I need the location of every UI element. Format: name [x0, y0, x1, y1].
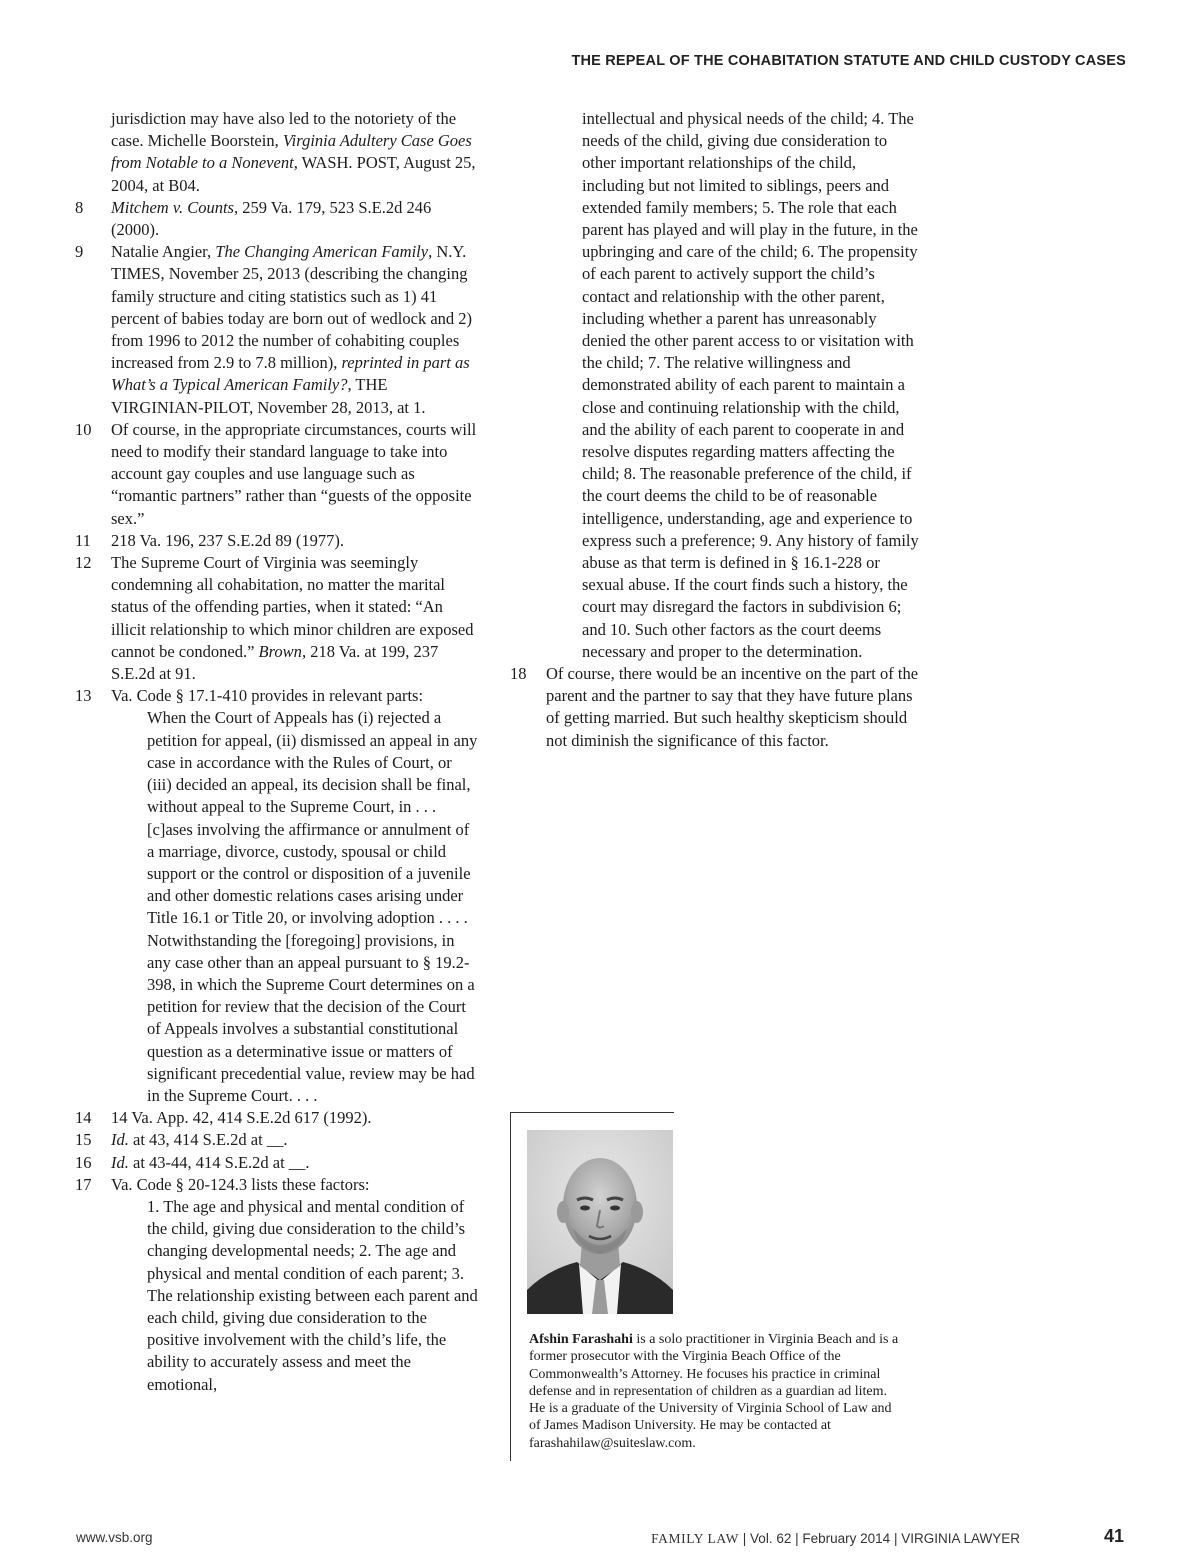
footnote-number: 9	[75, 242, 84, 262]
footnote-17: 17 Va. Code § 20-124.3 lists these factors:	[75, 1174, 480, 1196]
footnote-18: 18 Of course, there would be an incentive on the part of the parent and the partner to say that they have future plans of getting married. But such healthy skepticism should not diminish the significance of this factor.	[510, 664, 919, 750]
footer-website: www.vsb.org	[76, 1530, 153, 1545]
page-number: 41	[1103, 1526, 1124, 1546]
footnote-9: 9 Natalie Angier, The Changing American Family, N.Y. TIMES, November 25, 2013 (describing the changing family structure and citing statistics such as 1) 41 percent of babies today are born out of wedlock and 2) from 1996 to 2012 the number of cohabiting couples increased from 2.9 to 7.8 million), reprinted in part as What’s a Typical American Family?, THE VIRGINIAN-PILOT, November 28, 2013, at 1.	[75, 242, 473, 417]
running-header: THE REPEAL OF THE COHABITATION STATUTE AND CHILD CUSTODY CASES	[571, 53, 1126, 69]
footnote-7-continuation: jurisdiction may have also led to the notoriety of the case. Michelle Boorstein, Virginia Adultery Case Goes from Notable to a Nonevent, WASH. POST, August 25, 2004, at B04.	[111, 109, 476, 195]
footnote-number: 17	[75, 1174, 92, 1194]
footer-publication-info: FAMILY LAW | Vol. 62 | February 2014 | VIRGINIA LAWYER	[651, 1531, 1020, 1546]
author-bio: Afshin Farashahi is a solo practitioner in Virginia Beach and is a former prosecutor with the Virginia Beach Office of the Commonwealth’s Attorney. He focuses his practice in criminal defense and in representation of children as a guardian ad litem. He is a graduate of the University of Virginia School of Law and of James Madison University. He may be contacted at farashahilaw@suiteslaw.com.	[529, 1332, 899, 1451]
author-photo	[527, 1130, 673, 1314]
footnote-number: 10	[75, 419, 92, 439]
footnote-number: 13	[75, 686, 92, 706]
footnotes-left-column	[75, 108, 480, 1396]
footnote-17-continuation: intellectual and physical needs of the child; 4. The needs of the child, giving due consideration to other important relationships of the child, including but not limited to siblings, peers and extended family members; 5. The role that each parent has played and will play in the future, in the upbringing and care of the child; 6. The propensity of each parent to actively support the child’s contact and relationship with the other parent, including whether a parent has unreasonably denied the other parent access to or visitation with the child; 7. The relative willingness and demonstrated ability of each parent to maintain a close and continuing relationship with the child, and the ability of each parent to cooperate in and resolve disputes regarding matters affecting the child; 8. The reasonable preference of the child, if the court deems the child to be of reasonable intelligence, understanding, age and experience to express such a preference; 9. Any history of family abuse as that term is defined in § 16.1-228 or sexual abuse. If the court finds such a history, the court may disregard the factors in subdivision 6; and 10. Such other factors as the court deems necessary and proper to the determination.	[582, 109, 919, 661]
bio-box-rule-mask	[674, 1110, 914, 1114]
footnote-16: 16 Id. at 43-44, 414 S.E.2d at __.	[75, 1152, 480, 1174]
footnote-8: 8 Mitchem v. Counts, 259 Va. 179, 523 S.E.2d 246 (2000).	[75, 197, 432, 240]
footnote-11: 11 218 Va. 196, 237 S.E.2d 89 (1977).	[75, 530, 480, 552]
footnote-15: 15 Id. at 43, 414 S.E.2d at __.	[75, 1129, 480, 1151]
author-name: Afshin Farashahi	[529, 1332, 633, 1347]
footnote-13-block-quote: When the Court of Appeals has (i) rejected a petition for appeal, (ii) dismissed an appeal in any case in accordance with the Rules of Court, or (iii) decided an appeal, its decision shall be final, without appeal to the Supreme Court, in . . . [c]ases involving the affirmance or annulment of a marriage, divorce, custody, spousal or child support or the control or disposition of a juvenile and other domestic relations cases arising under Title 16.1 or Title 20, or involving adoption . . . . Notwithstanding the [foregoing] provisions, in any case other than an appeal pursuant to § 19.2-398, in which the Supreme Court determines on a petition for review that the decision of the Court of Appeals involves a substantial constitutional question as a determinative issue or matters of significant precedential value, review may be had in the Supreme Court. . . .	[147, 708, 478, 1105]
footnote-number: 11	[75, 530, 91, 550]
footnote-number: 16	[75, 1152, 92, 1172]
footnote-12: 12 The Supreme Court of Virginia was seemingly condemning all cohabitation, no matter the marital status of the offending parties, when it stated: “An illicit relationship to which minor children are exposed cannot be condoned.” Brown, 218 Va. at 199, 237 S.E.2d at 91.	[75, 553, 474, 684]
footnote-10: 10 Of course, in the appropriate circumstances, courts will need to modify their standard language to take into account gay couples and use language such as “romantic partners” rather than “guests of the opposite sex.”	[75, 419, 477, 528]
footnote-number: 14	[75, 1108, 92, 1128]
footnote-17-block-quote: 1. The age and physical and mental condition of the child, giving due consideration to the child’s changing developmental needs; 2. The age and physical and mental condition of each parent; 3. The relationship existing between each parent and each child, giving due consideration to the positive involvement with the child’s life, the ability to accurately assess and meet the emotional,	[147, 1196, 478, 1394]
footnote-13: 13 Va. Code § 17.1-410 provides in relevant parts:	[75, 685, 480, 707]
author-portrait-image	[527, 1130, 673, 1314]
footnote-number: 15	[75, 1130, 92, 1150]
footnote-number: 8	[75, 197, 84, 217]
footnotes-right-column	[510, 108, 920, 752]
footnote-14: 14 14 Va. App. 42, 414 S.E.2d 617 (1992).	[75, 1107, 480, 1129]
footnote-number: 18	[510, 664, 527, 684]
footnote-number: 12	[75, 553, 92, 573]
